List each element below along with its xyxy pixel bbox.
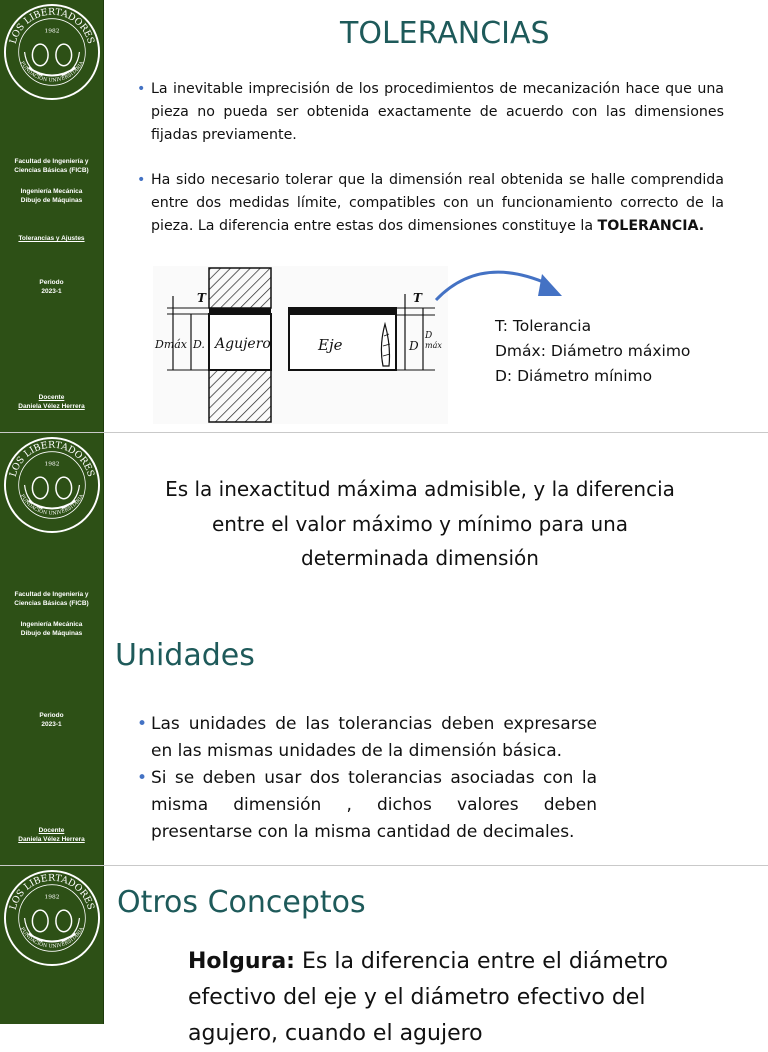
teacher-label: Docente Daniela Vélez Herrera	[18, 827, 85, 843]
period-label: Periodo 2023-1	[39, 279, 64, 295]
svg-text:FUNDACIÓN UNIVERSITARIA: FUNDACIÓN UNIVERSITARIA	[18, 926, 86, 950]
svg-text:T: T	[197, 291, 206, 305]
university-logo	[3, 436, 101, 534]
bullet-list	[137, 711, 597, 846]
faculty-label: Facultad de Ingeniería y Ciencias Básicas (FICB)	[14, 591, 89, 607]
bullet-list	[137, 78, 724, 238]
logo-top-text: LOS LIBERTADORES	[7, 6, 97, 46]
svg-text:FUNDACIÓN UNIVERSITARIA: FUNDACIÓN UNIVERSITARIA	[18, 60, 86, 84]
university-logo	[3, 869, 101, 967]
teacher-label: Docente Daniela Vélez Herrera	[18, 394, 85, 410]
svg-text:LOS LIBERTADORES: LOS LIBERTADORES	[7, 872, 97, 912]
svg-text:máx: máx	[425, 341, 442, 350]
section-title: Otros Conceptos	[117, 885, 366, 920]
slide-tolerancias	[0, 0, 768, 432]
figure-legend: T: Tolerancia Dmáx: Diámetro máximo D: Diámetro mínimo	[495, 317, 691, 385]
topic-link[interactable]: Tolerancias y Ajustes	[18, 235, 85, 242]
tolerance-diagram	[153, 266, 448, 424]
svg-text:D: D	[425, 331, 433, 341]
svg-text:Dmáx: Dmáx	[155, 338, 188, 351]
sidebar	[0, 0, 104, 432]
sidebar	[0, 433, 104, 865]
svg-text:1982: 1982	[44, 28, 60, 35]
shaft-label: Eje	[318, 336, 343, 354]
period-label: Periodo 2023-1	[39, 712, 64, 728]
curved-arrow	[430, 262, 570, 312]
university-logo	[3, 3, 101, 101]
list-item: • La inevitable imprecisión de los procedimientos de mecanización hace que una pieza no pueda ser obtenida exactamente de acuerdo con las dimensiones fijadas previamente.	[137, 81, 724, 143]
svg-text:D.: D.	[193, 338, 205, 351]
program-label: Ingeniería Mecánica Dibujo de Máquinas	[20, 188, 83, 204]
list-item: • Si se deben usar dos tolerancias asociadas con la misma dimensión , dichos valores deben presentarse con la misma cantidad de decimales.	[137, 768, 597, 842]
svg-text:1982: 1982	[44, 461, 60, 468]
list-item: • Las unidades de las tolerancias deben expresarse en las mismas unidades de la dimensión básica.	[137, 714, 597, 761]
svg-text:LOS LIBERTADORES: LOS LIBERTADORES	[7, 439, 97, 479]
sidebar	[0, 866, 104, 1024]
svg-text:D: D	[409, 339, 419, 353]
holgura-definition: Holgura: Es la diferencia entre el diámetro efectivo del eje y el diámetro efectivo del agujero, cuando el agujero	[188, 949, 669, 1046]
page-title: TOLERANCIAS	[340, 16, 550, 51]
list-item: • Ha sido necesario tolerar que la dimensión real obtenida se halle comprendida entre dos medidas límite, compatibles con un funcionamiento correcto de la pieza. La diferencia entre estas dos dimensiones constituye la TOLERANCIA.	[137, 172, 724, 234]
definition-text: Es la inexactitud máxima admisible, y la diferencia entre el valor máximo y mínimo para una determinada dimensión	[165, 477, 675, 570]
svg-text:T: T	[413, 291, 422, 305]
section-title: Unidades	[115, 638, 255, 673]
faculty-label: Facultad de Ingeniería y Ciencias Básicas (FICB)	[14, 158, 89, 174]
svg-text:FUNDACIÓN UNIVERSITARIA: FUNDACIÓN UNIVERSITARIA	[18, 493, 86, 517]
svg-text:1982: 1982	[44, 894, 60, 901]
program-label: Ingeniería Mecánica Dibujo de Máquinas	[20, 621, 83, 637]
slide-unidades	[0, 433, 768, 865]
hole-label: Agujero	[215, 336, 271, 352]
